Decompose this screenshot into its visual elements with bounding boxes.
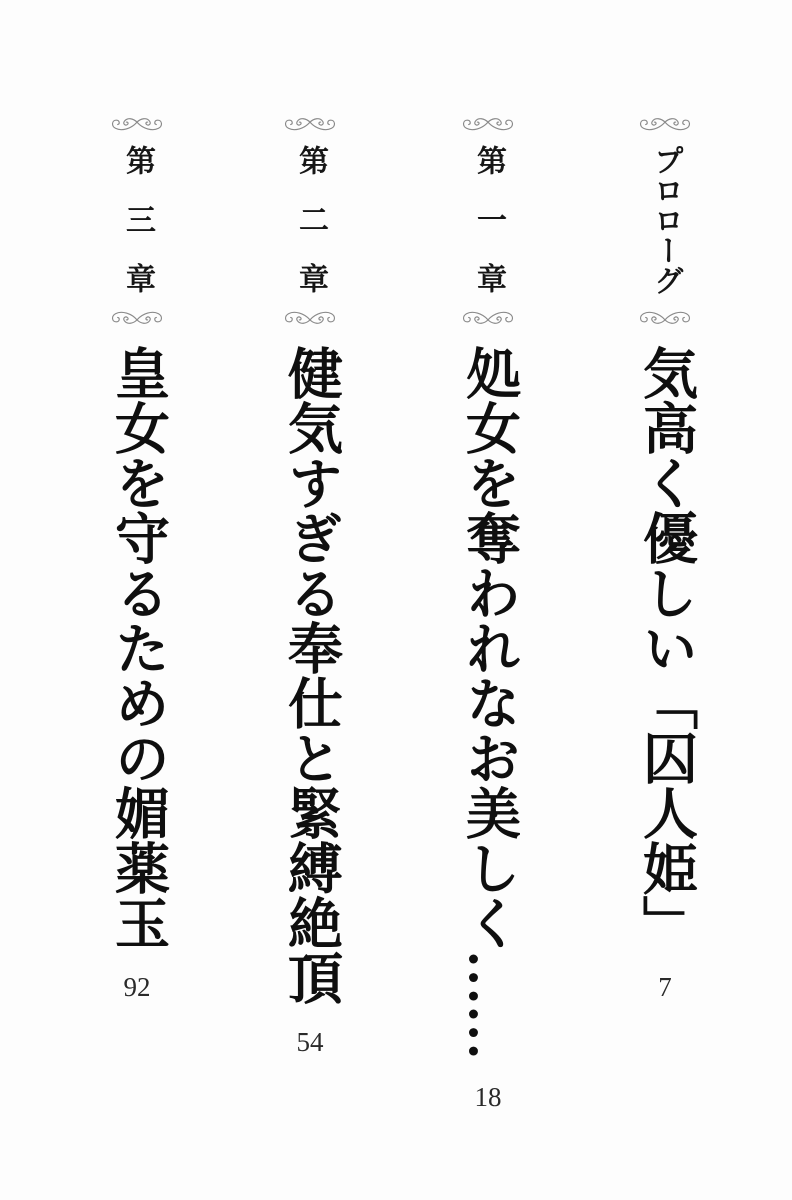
flourish-icon xyxy=(281,115,339,137)
chapter-label: 第一章 xyxy=(472,145,505,293)
toc-entry-prologue xyxy=(617,115,713,1001)
flourish-icon xyxy=(281,305,339,327)
toc-entry-chapter-2 xyxy=(262,115,358,1056)
flourish-icon xyxy=(459,305,517,327)
chapter-title: 処女を奪われなお美しく…… xyxy=(458,345,520,1060)
page-number: 7 xyxy=(658,972,672,1002)
chapter-title: 気高く優しい「囚人姫」 xyxy=(635,345,697,950)
flourish-icon xyxy=(108,305,166,327)
flourish-icon xyxy=(636,305,694,327)
flourish-icon xyxy=(636,115,694,137)
chapter-title: 健気すぎる奉仕と緊縛絶頂 xyxy=(280,345,342,1005)
page-number: 92 xyxy=(123,972,151,1002)
flourish-icon xyxy=(108,115,166,137)
chapter-title: 皇女を守るための媚薬玉 xyxy=(107,345,169,950)
chapter-label: 第二章 xyxy=(294,145,327,293)
chapter-label: プロローグ xyxy=(649,145,682,295)
toc-entry-chapter-1 xyxy=(440,115,536,1111)
page-number: 54 xyxy=(296,1027,324,1057)
chapter-label: 第三章 xyxy=(121,145,154,293)
page-number: 18 xyxy=(474,1082,502,1112)
toc-entry-chapter-3 xyxy=(89,115,185,1001)
flourish-icon xyxy=(459,115,517,137)
